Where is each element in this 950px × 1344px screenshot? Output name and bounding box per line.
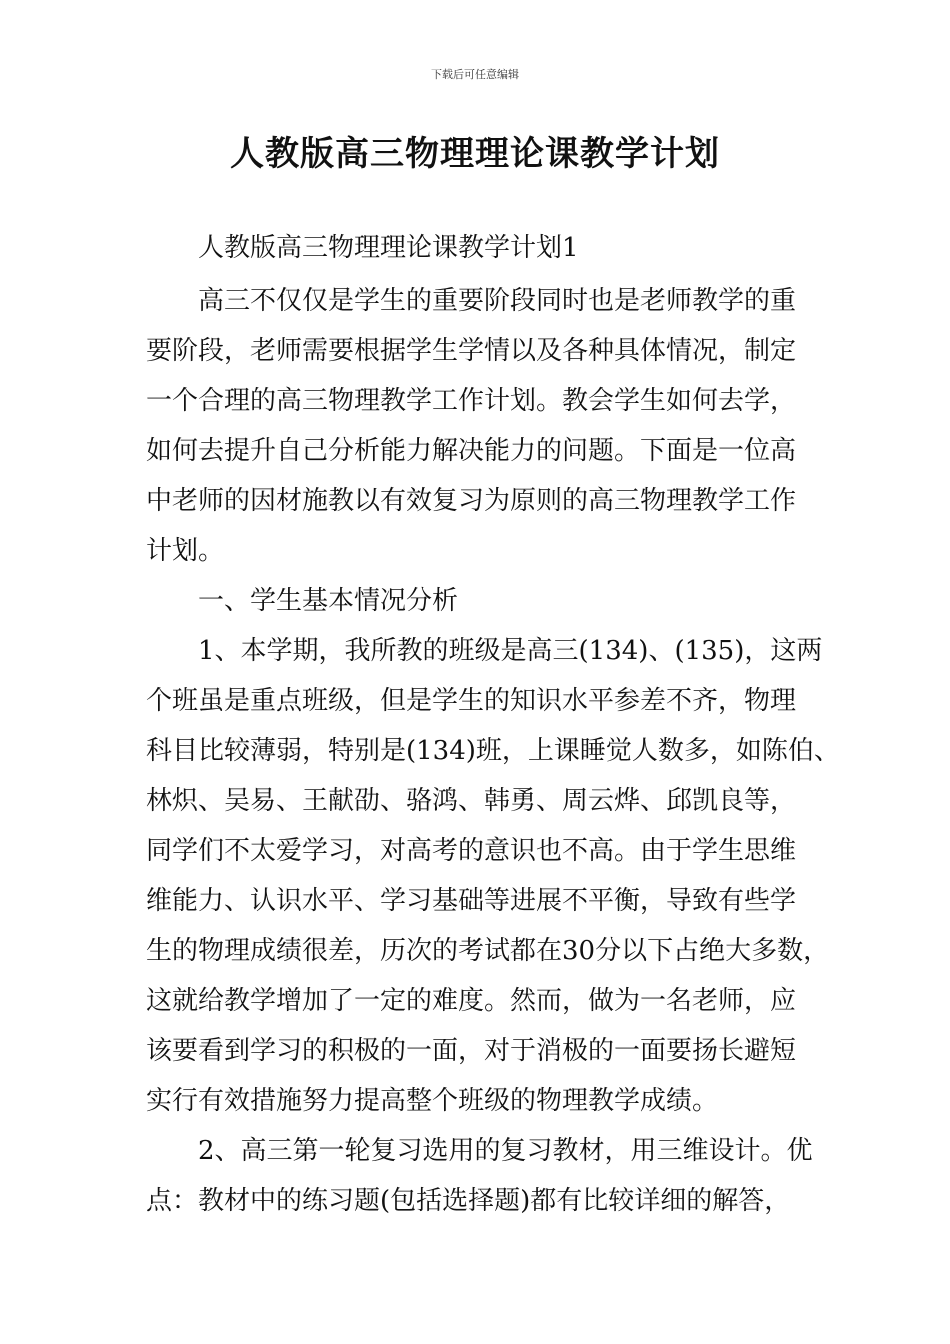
paragraph-line: 高三不仅仅是学生的重要阶段同时也是老师教学的重 <box>198 286 797 316</box>
paragraph-line: 要阶段，老师需要根据学生学情以及各种具体情况，制定 <box>146 336 797 366</box>
paragraph-line: 这就给教学增加了一定的难度。然而，做为一名老师，应 <box>146 986 797 1016</box>
paragraph-line: 2、高三第一轮复习选用的复习教材，用三维设计。优 <box>198 1136 813 1166</box>
paragraph-line: 林炽、吴易、王献劭、骆鸿、韩勇、周云烨、邱凯良等， <box>146 786 797 816</box>
section-heading: 一、学生基本情况分析 <box>198 586 459 616</box>
paragraph-line: 个班虽是重点班级，但是学生的知识水平参差不齐，物理 <box>146 686 797 716</box>
paragraph-line: 1、本学期，我所教的班级是高三(134)、(135)，这两 <box>198 636 823 666</box>
paragraph-line: 同学们不太爱学习，对高考的意识也不高。由于学生思维 <box>146 836 797 866</box>
paragraph-line: 中老师的因材施教以有效复习为原则的高三物理教学工作 <box>146 486 797 516</box>
paragraph-line: 实行有效措施努力提高整个班级的物理教学成绩。 <box>146 1086 719 1116</box>
paragraph-line: 生的物理成绩很差，历次的考试都在30分以下占绝大多数， <box>146 936 830 966</box>
paragraph-line: 计划。 <box>146 536 225 566</box>
paragraph-line: 该要看到学习的积极的一面，对于消极的一面要扬长避短 <box>146 1036 797 1066</box>
paragraph-line: 如何去提升自己分析能力解决能力的问题。下面是一位高 <box>146 436 797 466</box>
paragraph-line: 维能力、认识水平、学习基础等进展不平衡，导致有些学 <box>146 886 797 916</box>
page-header-note: 下载后可任意编辑 <box>431 68 519 81</box>
paragraph-line: 一个合理的高三物理教学工作计划。教会学生如何去学， <box>146 386 797 416</box>
section-heading: 人教版高三物理理论课教学计划1 <box>198 233 579 263</box>
document-title: 人教版高三物理理论课教学计划 <box>230 134 720 174</box>
paragraph-line: 科目比较薄弱，特别是(134)班，上课睡觉人数多，如陈伯、 <box>146 736 840 766</box>
paragraph-line: 点：教材中的练习题(包括选择题)都有比较详细的解答， <box>146 1186 791 1216</box>
